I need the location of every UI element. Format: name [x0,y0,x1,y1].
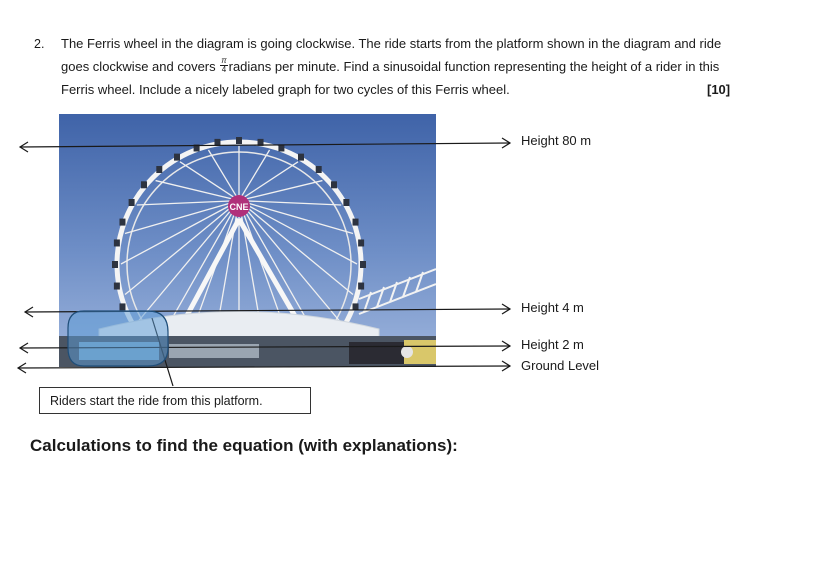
marks-label: [10] [707,82,731,97]
question-text-line-3: Ferris wheel. Include a nicely labeled graph for two cycles of this Ferris wheel. [61,82,510,97]
ground-level-label: Ground Level [521,358,600,373]
platform-highlight-bubble [68,311,168,366]
calculations-heading: Calculations to find the equation (with explanations): [30,436,458,455]
question-text-line-2-end: radians per minute. Find a sinusoidal function representing the height of a rider in this [228,59,720,74]
question-number: 2. [34,37,45,51]
fraction-numerator: π [221,56,227,66]
height-80-label: Height 80 m [521,133,592,148]
question-text-line-2-start: goes clockwise and covers [61,59,216,74]
wheel-hub-logo-text: CNE [229,202,249,212]
platform-callout: Riders start the ride from this platform. [39,387,311,414]
height-2-label: Height 2 m [521,337,584,352]
fraction-denominator: 4 [221,65,227,75]
question-text-line-1: The Ferris wheel in the diagram is going clockwise. The ride starts from the platform shown in the diagram and ride [61,36,722,51]
height-4-label: Height 4 m [521,300,584,315]
